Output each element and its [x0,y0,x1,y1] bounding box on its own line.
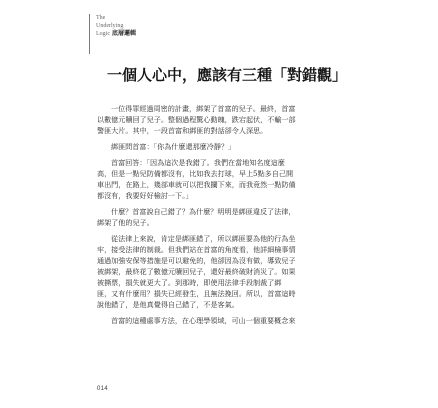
text-line: 牢，接受法律的制裁。但我們站在首富的角度看，他詳細檢事情 [97,245,296,254]
text-line: 一位得罪經過周密的計畫，綁架了首富的兒子。最終，首富 [111,104,296,113]
header-chinese-title: 底層邏輯 [112,31,137,37]
text-line: 從法律上來說，肯定是綁匪錯了，所以綁匪要為他的行為坐 [111,234,296,243]
header-line-1: The [96,15,106,21]
text-line: 綁匪問首富：「你為什麼還那麼冷靜？」 [111,142,236,151]
chapter-title: 一個人心中，應該有三種「對錯觀」 [106,66,347,84]
body-text [97,103,345,326]
header-english-title: Logic [96,31,110,37]
text-line: 首富的這種處事方法，在心理學領域，可山一個重要概念來 [111,316,296,325]
paragraph-5 [97,233,345,310]
text-line: 被撕票，損失就更大了。到那時，即使用法律手段制裁了綁 [97,278,282,287]
header-line-3 [96,30,136,38]
text-line: 匪，又有什麼用？損失已經發生，且無法挽回。所以，首富這時 [97,289,296,298]
paragraph-1 [97,103,345,136]
text-line: 以數億元贖回了兒子。整個過程驚心動魄，跌宕起伏，不輸一部 [97,115,296,124]
text-line: 通過加強安保等措施是可以避免的，他卻因為沒有做，導致兒子 [97,256,296,265]
text-line: 說他錯了，是他真覺得自己錯了，不是客氣。 [97,300,239,309]
text-line: 都沒有，我要好好檢討一下。」 [97,191,193,200]
paragraph-2 [97,141,345,152]
page-number: 014 [97,386,108,392]
text-line: 首富回答：「因為這次是我錯了。我們在當地知名度這麼 [111,158,285,167]
text-line: 什麼？首富說自己錯了？為什麼？明明是綁匪違反了法律， [111,207,296,216]
header-line-2: Underlying [96,23,124,29]
paragraph-6 [97,315,345,326]
text-line: 警匪大片。其中，一段首富和綁匪的對話卻令人深思。 [97,126,268,135]
running-header [89,14,136,54]
text-line: 車出門，在路上，幾部車就可以把我攔下來，而我竟然一點防備 [97,180,296,189]
paragraph-3 [97,157,345,201]
text-line: 被綁架，最終花了數億元贖回兒子，還好最終破財消災了。如果 [97,267,296,276]
text-line: 綁架了他的兒子。 [97,218,154,227]
text-line: 高，但是一點兒防備都沒有，比如我去打球，早上5點多自己開 [97,169,294,178]
paragraph-4 [97,206,345,228]
